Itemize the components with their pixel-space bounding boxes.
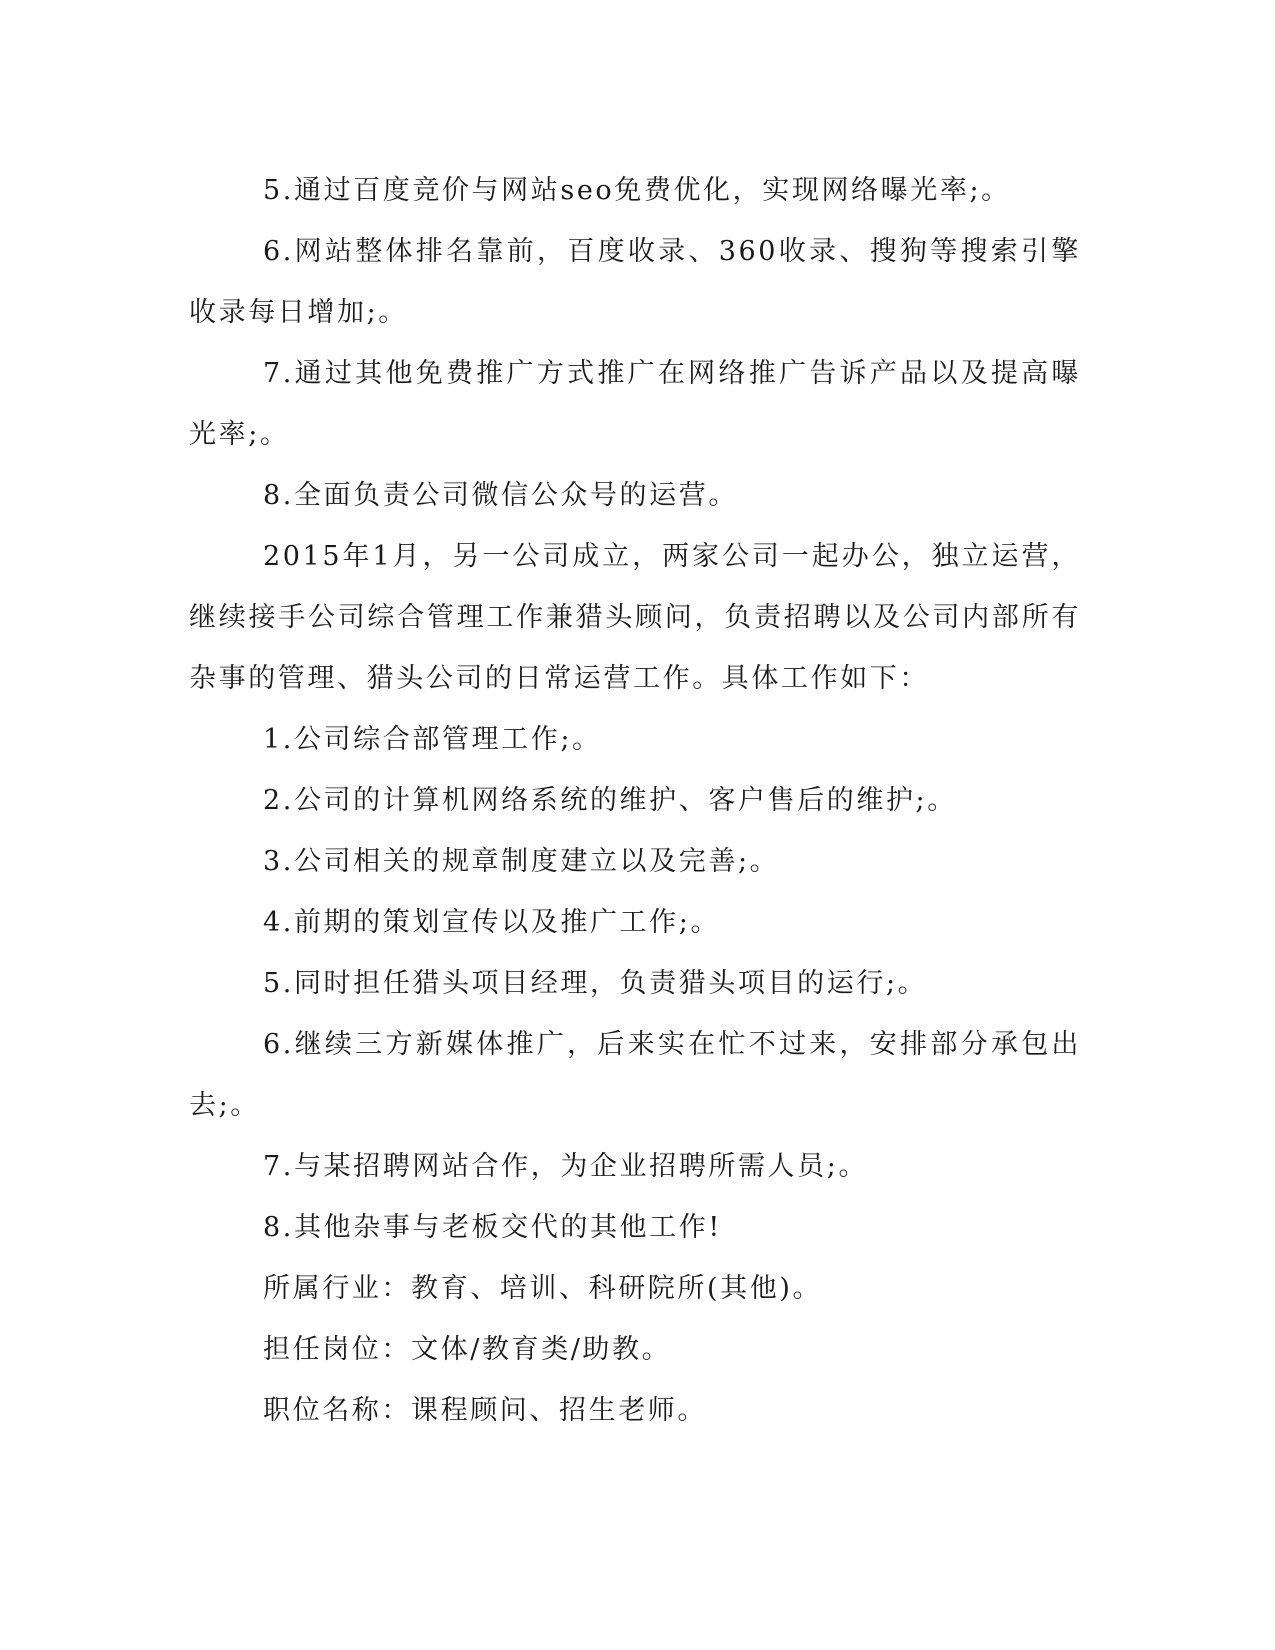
paragraph-industry: 所属行业：教育、培训、科研院所(其他)。 — [263, 1273, 823, 1304]
paragraph-task-6: 6.继续三方新媒体推广，后来实在忙不过来，安排部分承包出去;。 — [189, 1029, 1081, 1121]
paragraph-task-5: 5.同时担任猎头项目经理，负责猎头项目的运行;。 — [263, 968, 928, 999]
paragraph-task-2: 2.公司的计算机网络系统的维护、客户售后的维护;。 — [263, 785, 957, 816]
paragraph-task-3: 3.公司相关的规章制度建立以及完善;。 — [263, 846, 780, 877]
paragraph-task-4: 4.前期的策划宣传以及推广工作;。 — [263, 907, 721, 938]
paragraph-task-7: 7.与某招聘网站合作，为企业招聘所需人员;。 — [263, 1151, 869, 1182]
paragraph-wechat: 8.全面负责公司微信公众号的运营。 — [263, 480, 738, 511]
paragraph-2015: 2015年1月，另一公司成立，两家公司一起办公，独立运营，继续接手公司综合管理工作兼猎头顾问，负责招聘以及公司内部所有杂事的管理、猎头公司的日常运营工作。具体工作如下： — [189, 541, 1081, 694]
paragraph-ranking: 6.网站整体排名靠前，百度收录、360收录、搜狗等搜索引擎收录每日增加;。 — [189, 236, 1081, 328]
document-body — [189, 160, 1081, 1441]
paragraph-job-title: 职位名称：课程顾问、招生老师。 — [263, 1395, 707, 1426]
paragraph-task-1: 1.公司综合部管理工作;。 — [263, 724, 602, 755]
paragraph-seo: 5.通过百度竞价与网站seo免费优化，实现网络曝光率;。 — [263, 175, 1011, 206]
paragraph-task-8: 8.其他杂事与老板交代的其他工作! — [263, 1212, 722, 1243]
paragraph-free-promotion: 7.通过其他免费推广方式推广在网络推广告诉产品以及提高曝光率;。 — [189, 358, 1081, 450]
paragraph-position: 担任岗位：文体/教育类/助教。 — [263, 1334, 672, 1365]
